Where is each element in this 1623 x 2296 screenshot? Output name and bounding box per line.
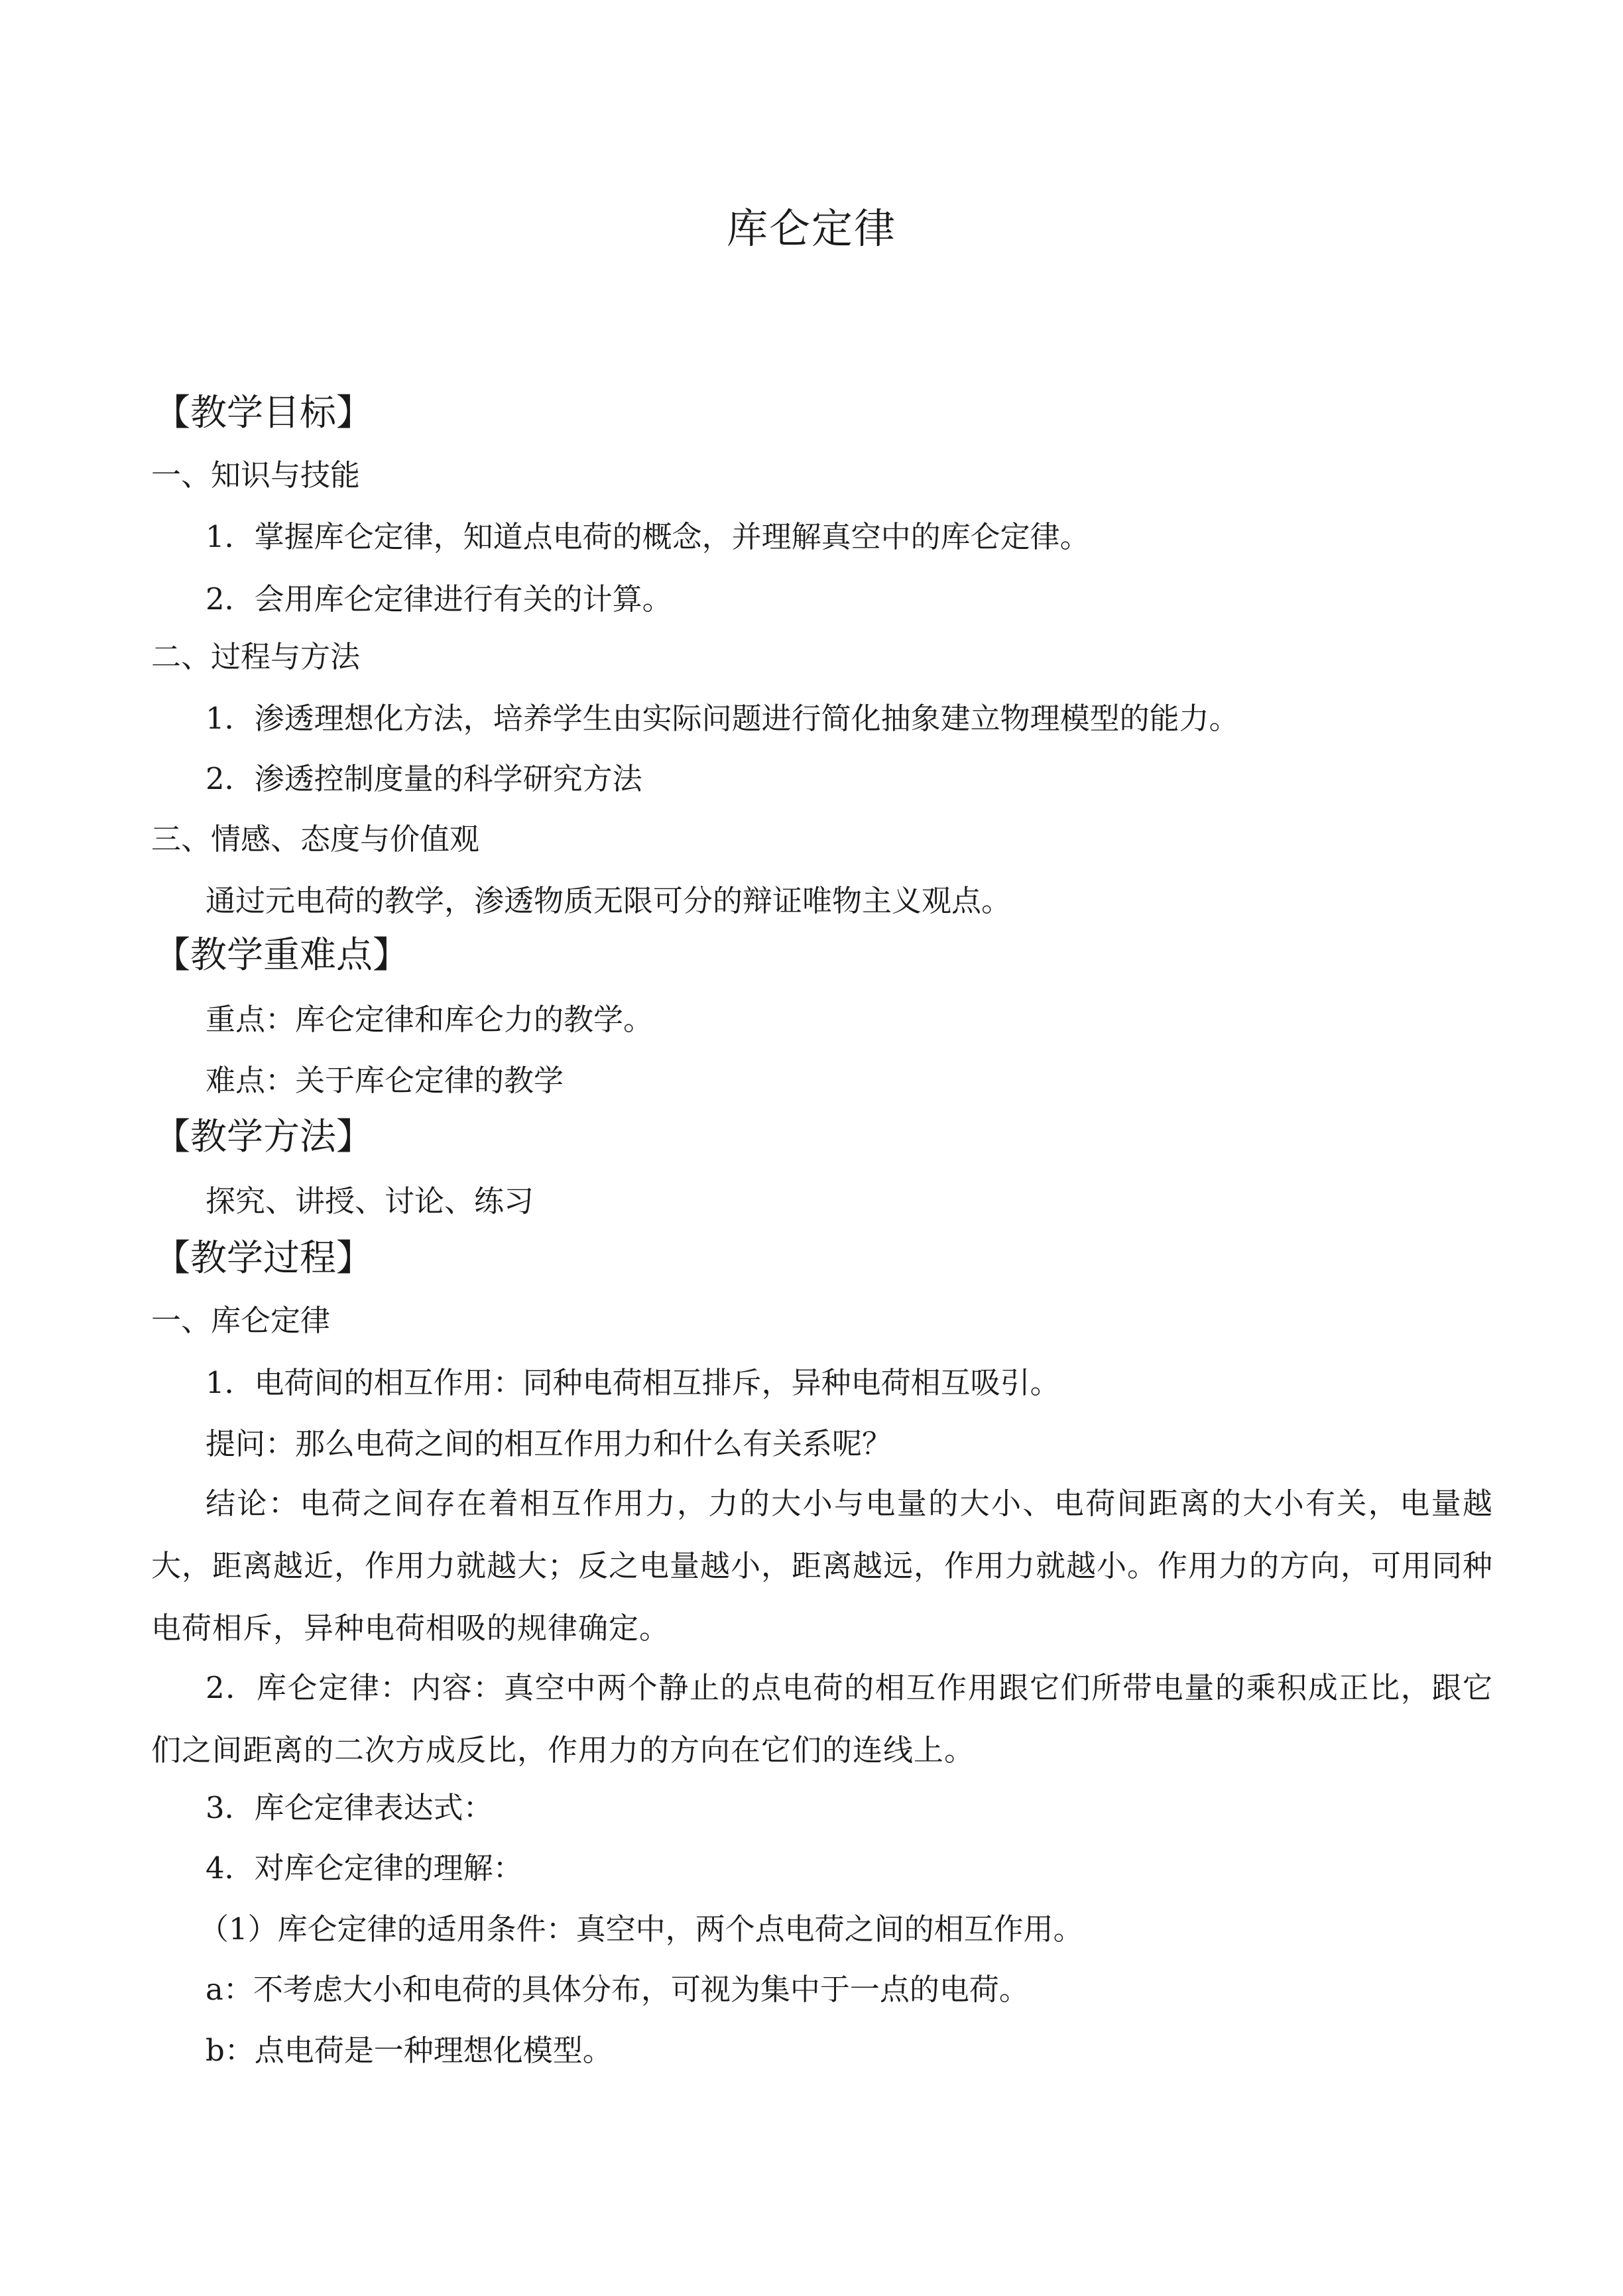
goals-section-knowledge: 一、知识与技能: [151, 457, 361, 493]
goals-process-item-1: 1．渗透理想化方法，培养学生由实际问题进行简化抽象建立物理模型的能力。: [206, 701, 1239, 736]
process-para-5: 3．库仑定律表达式：: [206, 1790, 493, 1825]
goals-section-process: 二、过程与方法: [151, 639, 361, 674]
process-para-9: b：点电荷是一种理想化模型。: [206, 2033, 613, 2068]
process-para-8: a：不考虑大小和电荷的具体分布，可视为集中于一点的电荷。: [206, 1972, 1029, 2007]
teaching-methods-text: 探究、讲授、讨论、练习: [206, 1183, 534, 1219]
process-para-6: 4．对库仑定律的理解：: [206, 1850, 523, 1886]
process-para-2: 提问：那么电荷之间的相互作用力和什么有关系呢？: [206, 1426, 892, 1461]
heading-teaching-goals: 【教学目标】: [154, 391, 373, 434]
process-para-3: 结论：电荷之间存在着相互作用力，力的大小与电量的大小、电荷间距离的大小有关，电量越大，距离越近，作用力就越大；反之电量越小，距离越远，作用力就越小。作用力的方向，可用同种电荷相斥，异种电荷相吸的规律确定。: [151, 1486, 1494, 1646]
process-para-1: 1．电荷间的相互作用：同种电荷相互排斥，异种电荷相互吸引。: [206, 1365, 1060, 1400]
process-para-7: （1）库仑定律的适用条件：真空中，两个点电荷之间的相互作用。: [199, 1911, 1083, 1947]
goals-knowledge-item-1: 1．掌握库仑定律，知道点电荷的概念，并理解真空中的库仑定律。: [206, 519, 1090, 554]
key-point-difficulty: 难点：关于库仑定律的教学: [206, 1063, 564, 1098]
process-section-coulomb-law: 一、库仑定律: [151, 1303, 331, 1338]
goals-process-item-2: 2．渗透控制度量的科学研究方法: [206, 761, 642, 796]
key-point-focus: 重点：库仑定律和库仑力的教学。: [206, 1002, 654, 1037]
goals-section-values: 三、情感、态度与价值观: [151, 821, 480, 857]
heading-key-points: 【教学重难点】: [154, 934, 410, 976]
heading-teaching-methods: 【教学方法】: [154, 1115, 373, 1158]
process-para-4: 2．库仑定律：内容：真空中两个静止的点电荷的相互作用跟它们所带电量的乘积成正比，跟它们之间距离的二次方成反比，作用力的方向在它们的连线上。: [151, 1670, 1493, 1768]
goals-knowledge-item-2: 2．会用库仑定律进行有关的计算。: [206, 581, 672, 617]
goals-values-item-1: 通过元电荷的教学，渗透物质无限可分的辩证唯物主义观点。: [206, 883, 1012, 918]
document-title: 库仑定律: [726, 204, 896, 253]
heading-teaching-process: 【教学过程】: [154, 1237, 373, 1279]
